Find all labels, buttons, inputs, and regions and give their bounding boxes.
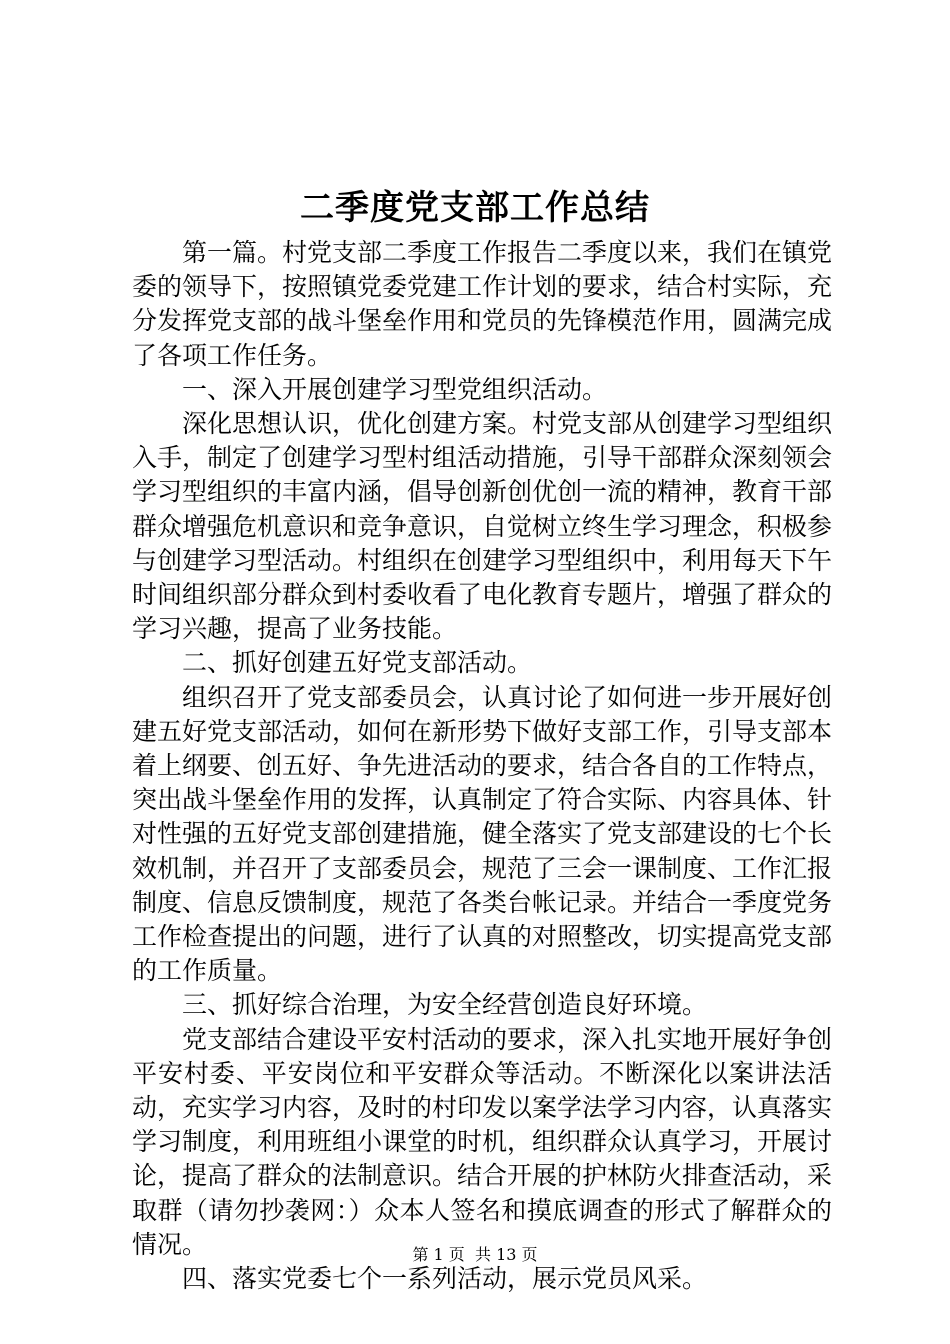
document-body bbox=[132, 236, 832, 1296]
page-footer bbox=[0, 1244, 950, 1266]
paragraph-learning-organization: 深化思想认识，优化创建方案。村党支部从创建学习型组织入手，制定了创建学习型村组活动措施，引导干部群众深刻领会学习型组织的丰富内涵，倡导创新创优创一流的精神，教育干部群众增强危机意识和竞争意识，自觉树立终生学习理念，积极参与创建学习型活动。村组织在创建学习型组织中，利用每天下午时间组织部分群众到村委收看了电化教育专题片，增强了群众的学习兴趣，提高了业务技能。 bbox=[132, 409, 833, 644]
section-heading-3: 三、抓好综合治理，为安全经营创造良好环境。 bbox=[182, 990, 708, 1020]
paragraph-five-good-branch: 组织召开了党支部委员会，认真讨论了如何进一步开展好创建五好党支部活动，如何在新形势下做好支部工作，引导支部本着上纲要、创五好、争先进活动的要求，结合各自的工作特点，突出战斗堡垒作用的发挥，认真制定了符合实际、内容具体、针对性强的五好党支部创建措施，健全落实了党支部建设的七个长效机制，并召开了支部委员会，规范了三会一课制度、工作汇报制度、信息反馈制度，规范了各类台帐记录。并结合一季度党务工作检查提出的问题，进行了认真的对照整改，切实提高党支部的工作质量。 bbox=[132, 682, 833, 986]
paragraph-comprehensive-governance: 党支部结合建设平安村活动的要求，深入扎实地开展好争创平安村委、平安岗位和平安群众等活动。不断深化以案讲法活动，充实学习内容，及时的村印发以案学法学习内容，认真落实学习制度，利用班组小课堂的时机，组织群众认真学习，开展讨论，提高了群众的法制意识。结合开展的护林防火排查活动，采取群（请勿抄袭网：）众本人签名和摸底调查的形式了解群众的情况。 bbox=[132, 1024, 833, 1259]
paragraph-intro: 第一篇。村党支部二季度工作报告二季度以来，我们在镇党委的领导下，按照镇党委党建工作计划的要求，结合村实际，充分发挥党支部的战斗堡垒作用和党员的先锋模范作用，圆满完成了各项工作任务。 bbox=[132, 238, 833, 370]
page-total: 共 13 页 bbox=[474, 1245, 538, 1264]
document-title: 二季度党支部工作总结 bbox=[300, 188, 650, 228]
page-number: 第 1 页 bbox=[412, 1245, 465, 1264]
section-heading-2: 二、抓好创建五好党支部活动。 bbox=[182, 648, 533, 678]
section-heading-4: 四、落实党委七个一系列活动，展示党员风采。 bbox=[182, 1264, 708, 1294]
section-heading-1: 一、深入开展创建学习型党组织活动。 bbox=[182, 374, 608, 404]
